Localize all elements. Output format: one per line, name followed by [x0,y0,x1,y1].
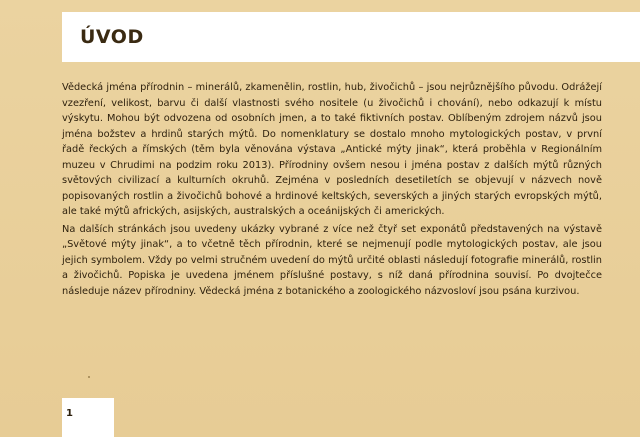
page-title: ÚVOD [80,26,144,48]
body-text [62,80,602,301]
paper-speck [88,376,90,378]
page-number-band [62,398,114,437]
page-number: 1 [66,408,73,419]
paragraph-exhibition: Na dalších stránkách jsou uvedeny ukázky vybrané z více než čtyř set exponátů představených na výstavě „Světové mýty jinak“, a to včetně těch přírodnin, které se nejmenují podle mytologických postav, ale jsou jejich symbolem. Vždy po velmi stručném uvedení do mýtů určité oblasti následují fotografie minerálů, rostlin a živočichů. Popiska je uvedena jménem příslušné postavy, s níž daná přírodnina souvisí. Po dvojtečce následuje název přírodniny. Vědecká jména z botanického a zoologického názvosloví jsou psána kurzivou. [62,223,602,297]
title-band [62,12,640,62]
paragraph-intro: Vědecká jména přírodnin – minerálů, zkamenělin, rostlin, hub, živočichů – jsou nejrůznějšího původu. Odrážejí vzezření, velikost, barvu či další vlastnosti svého nositele (u živočichů i chování), nebo odkazují k místu výskytu. Mohou být odvozena od osobních jmen, a to také fiktivních postav. Oblíbeným zdrojem názvů jsou jména božstev a hrdinů starých mýtů. Do nomenklatury se dostalo mnoho mytologických postav, v první řadě řeckých a římských (těm byla věnována výstava „Antické mýty jinak“, která proběhla v Regionálním muzeu v Chrudimi na podzim roku 2013). Přírodniny ovšem nesou i jména postav z dalších mýtů různých světových civilizací a kulturních okruhů. Zejména v posledních desetiletích se objevují v názvech nově popisovaných rostlin a živočichů bohové a hrdinové keltských, severských a jiných starých evropských mýtů, ale také mýtů afrických, asijských, australských a oceánijských či amerických. [62,82,602,217]
